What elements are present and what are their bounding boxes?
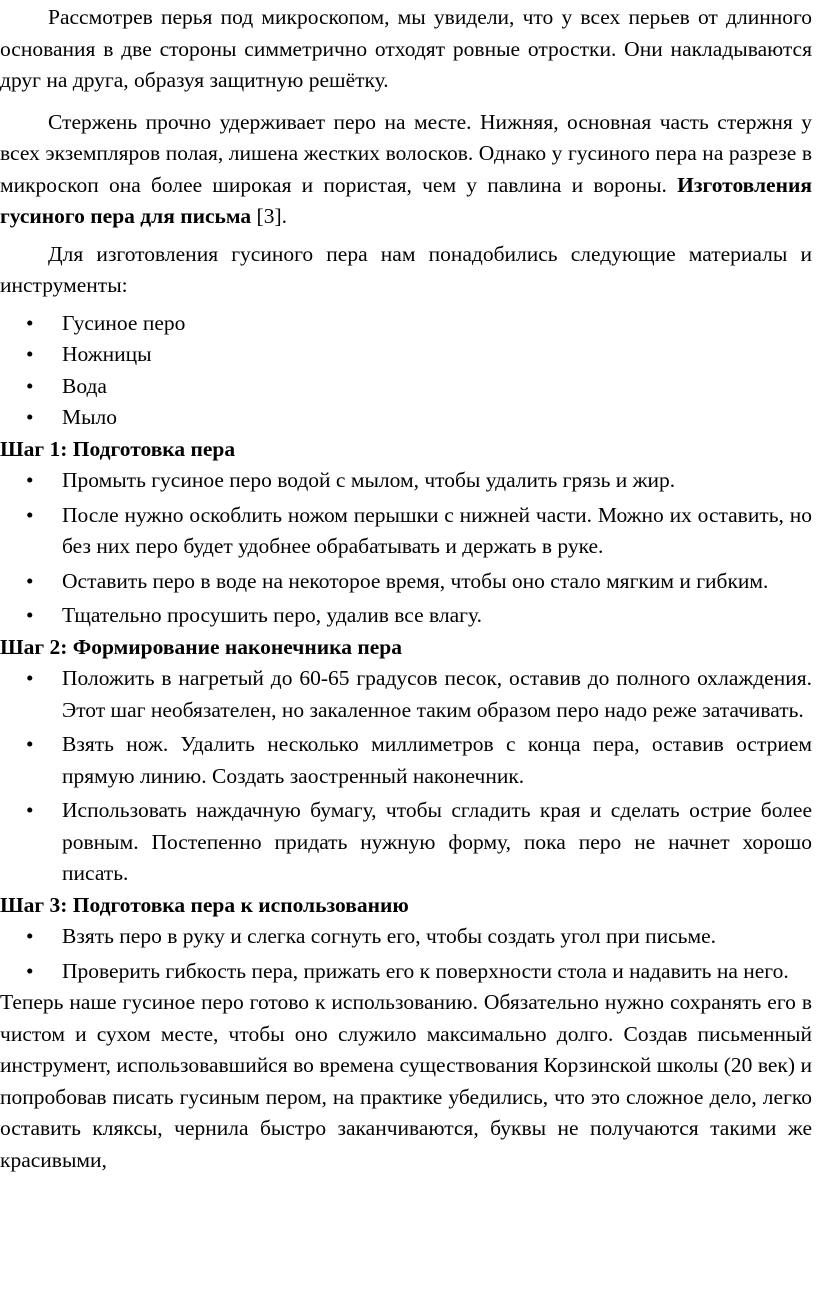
intro-paragraph-2-text: Стержень прочно удерживает перо на месте. Нижняя, основная часть стержня у всех экземпляров полая, лишена жестких волосков. Однако у гусиного пера на разрезе в микроскоп она более широкая и пористая, чем у павлина и вороны.	[0, 109, 812, 197]
bullet-icon: •	[26, 342, 34, 366]
list-item: • Гусиное перо	[0, 308, 812, 340]
intro-paragraph-2	[0, 107, 812, 233]
list-item: • Использовать наждачную бумагу, чтобы сгладить края и сделать острие более ровным. Постепенно придать нужную форму, пока перо не начнет хорошо писать.	[0, 795, 812, 890]
bullet-icon: •	[26, 603, 34, 627]
step1-list	[0, 465, 812, 632]
bullet-icon: •	[26, 798, 34, 822]
bullet-icon: •	[26, 924, 34, 948]
list-item: • Взять нож. Удалить несколько миллиметров с конца пера, оставив острием прямую линию. Создать заостренный наконечник.	[0, 729, 812, 792]
step3-heading: Шаг 3: Подготовка пера к использованию	[0, 892, 409, 917]
citation-reference: [3].	[251, 204, 287, 228]
bullet-icon: •	[26, 405, 34, 429]
list-item: • Проверить гибкость пера, прижать его к поверхности стола и надавить на него.	[0, 956, 812, 988]
list-item: • Взять перо в руку и слегка согнуть его, чтобы создать угол при письме.	[0, 921, 812, 953]
step1-heading: Шаг 1: Подготовка пера	[0, 436, 236, 461]
document-page	[0, 2, 812, 1176]
bullet-icon: •	[26, 502, 34, 527]
materials-list	[0, 308, 812, 434]
list-item: • Мыло	[0, 402, 812, 434]
intro-paragraph-3: Для изготовления гусиного пера нам понадобились следующие материалы и инструменты:	[0, 241, 812, 297]
intro-paragraph-1: Рассмотрев перья под микроскопом, мы увидели, что у всех перьев от длинного основания в две стороны симметрично отходят ровные отростки. Они накладываются друг на друга, образуя защитную решётку.	[0, 5, 812, 92]
bullet-icon: •	[26, 666, 34, 690]
list-item: • Тщательно просушить перо, удалив все влагу.	[0, 600, 812, 632]
step2-list	[0, 663, 812, 890]
bullet-icon: •	[26, 732, 34, 756]
list-item: • После нужно оскоблить ножом перышки с нижней части. Можно их оставить, но без них перо будет удобнее обрабатывать и держать в руке.	[0, 500, 812, 563]
list-item: • Положить в нагретый до 60-65 градусов песок, оставив до полного охлаждения. Этот шаг необязателен, но закаленное таким образом перо надо реже затачивать.	[0, 663, 812, 726]
list-item: • Ножницы	[0, 339, 812, 371]
conclusion-paragraph: Теперь наше гусиное перо готово к использованию. Обязательно нужно сохранять его в чистом и сухом месте, чтобы оно служило максимально долго. Создав письменный инструмент, использовавшийся во времена существования Корзинской школы (20 век) и попробовав писать гусиным пером, на практике убедились, что это сложное дело, легко оставить кляксы, чернила быстро заканчиваются, буквы не получаются такими же красивыми,	[0, 990, 812, 1172]
bullet-icon: •	[26, 568, 34, 593]
list-item: • Промыть гусиное перо водой с мылом, чтобы удалить грязь и жир.	[0, 465, 812, 497]
bullet-icon: •	[26, 468, 34, 492]
list-item: • Вода	[0, 371, 812, 403]
step3-list	[0, 921, 812, 987]
list-item: • Оставить перо в воде на некоторое время, чтобы оно стало мягким и гибким.	[0, 566, 812, 598]
section-heading-inline: Изготовления гусиного пера для письма	[0, 172, 812, 228]
bullet-icon: •	[26, 373, 34, 398]
step2-heading: Шаг 2: Формирование наконечника пера	[0, 634, 403, 659]
bullet-icon: •	[26, 958, 34, 983]
bullet-icon: •	[26, 310, 34, 335]
